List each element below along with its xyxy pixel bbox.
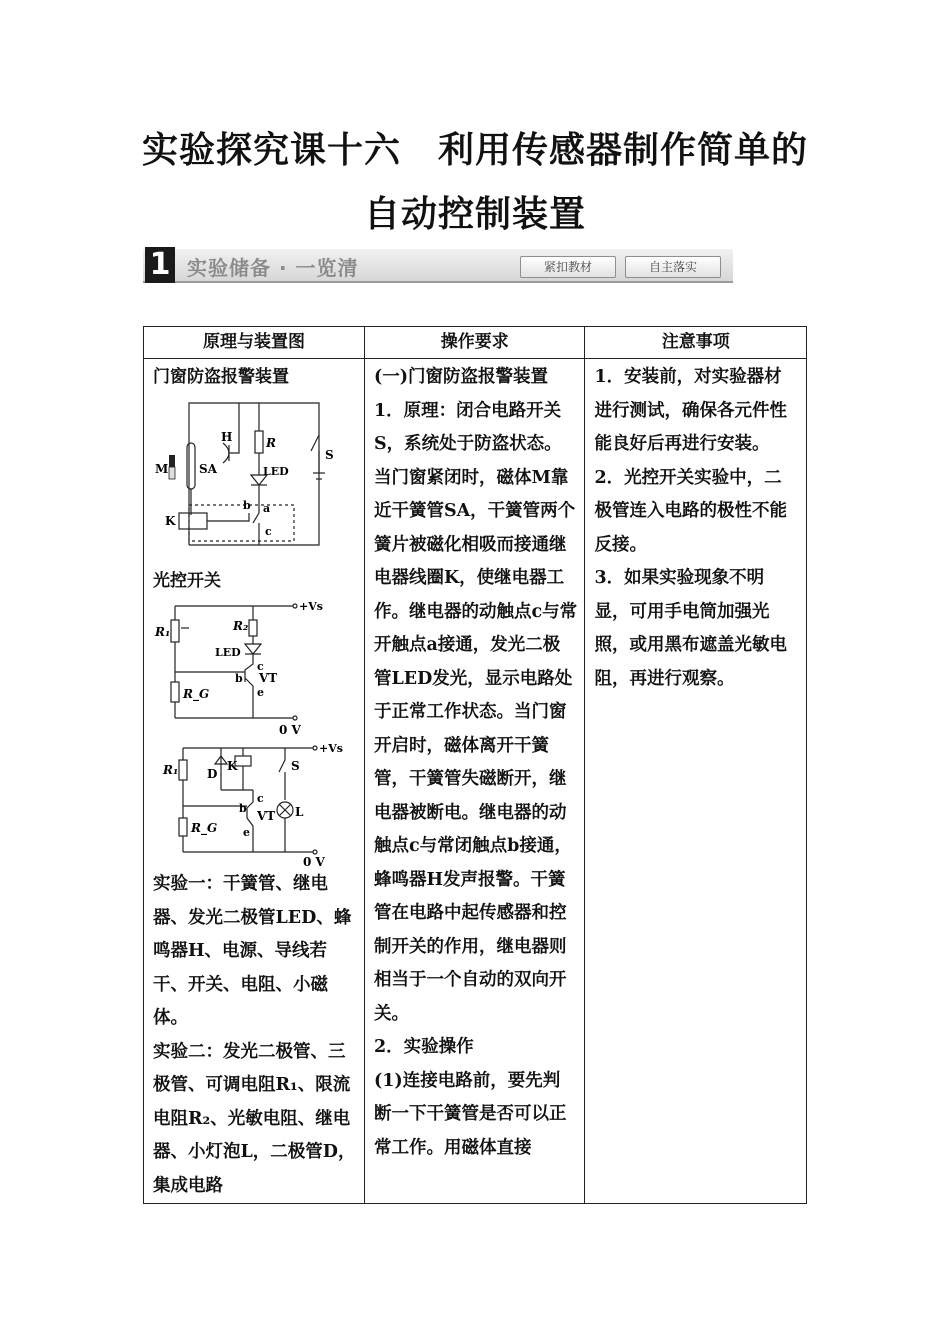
header-operation: 操作要求: [364, 327, 585, 359]
ls-label-b: b: [235, 672, 243, 685]
principle-cell: [144, 359, 365, 1204]
note-2: 2．光控开关实验中，二极管连入电路的极性不能反接。: [594, 467, 787, 555]
ls-label-vt: VT: [259, 671, 278, 685]
materials-exp1: 实验一：干簧管、继电器、发光二极管LED、蜂鸣器H、电源、导线若干、开关、电阻、小磁体。: [153, 874, 352, 1028]
notes-cell: [585, 359, 807, 1204]
rl-label-c: c: [257, 792, 264, 805]
textbook-button[interactable]: 紧扣教材: [520, 256, 616, 278]
ls-label-rg: R_G: [183, 687, 210, 701]
header-principle: 原理与装置图: [144, 327, 365, 359]
rl-label-d: D: [207, 767, 218, 781]
operation-steps-heading: 2．实验操作: [373, 1037, 474, 1057]
rl-label-0v: 0 V: [303, 855, 325, 868]
operation-step-1: (1)连接电路前，要先判断一下干簧管是否可以正常工作。用磁体直接: [373, 1070, 567, 1158]
rl-label-rg: R_G: [191, 821, 218, 835]
alarm-label-r: R: [266, 435, 276, 450]
rl-label-k: K: [227, 759, 238, 773]
alarm-label-s: S: [325, 447, 334, 462]
rl-label-s: S: [291, 759, 300, 773]
rl-label-vs: +Vs: [319, 742, 343, 755]
ls-label-0v: 0 V: [279, 723, 301, 737]
ls-label-e: e: [257, 686, 264, 699]
alarm-label-k: K: [165, 513, 176, 528]
relay-lamp-diagram: [153, 740, 343, 868]
alarm-label-h: H: [221, 429, 233, 444]
rl-label-l: L: [295, 805, 304, 819]
note-1: 1．安装前，对实验器材进行测试，确保各元件性能良好后再进行安装。: [594, 367, 787, 454]
ls-label-r1: R₁: [155, 625, 171, 639]
operation-cell: [364, 359, 585, 1204]
materials-exp2: 实验二：发光二极管、三极管、可调电阻R₁、限流电阻R₂、光敏电阻、继电器、小灯泡L，二极管D，集成电路: [153, 1041, 356, 1196]
alarm-label-led: LED: [263, 464, 289, 478]
alarm-label-sa: SA: [199, 461, 217, 476]
rl-label-r1: R₁: [163, 763, 179, 777]
ls-label-vs: +Vs: [299, 600, 323, 613]
experiment-table: [143, 326, 807, 1204]
rl-label-e: e: [243, 826, 250, 839]
rl-label-b: b: [239, 802, 247, 815]
ls-label-r2: R₂: [233, 619, 249, 633]
alarm-label-b: b: [243, 498, 251, 512]
light-switch-diagram: [153, 598, 343, 740]
operation-principle: 1．原理：闭合电路开关S，系统处于防盗状态。当门窗紧闭时，磁体M靠近干簧管SA，干簧管两个簧片被磁化相吸而接通继电器线圈K，使继电器工作。继电器的动触点c与常开触点a接通，发光二极管LED发光，显示电路处于正常工作状态。当门窗开启时，磁体离开干簧管，干簧管失磁断开，继电器被断电。继电器的动触点c与常闭触点b接通，蜂鸣器H发声报警。干簧管在电路中起传感器和控制开关的作用，继电器则相当于一个自动的双向开关。: [373, 400, 578, 1024]
operation-subheading: (一)门窗防盗报警装置: [373, 367, 549, 387]
light-switch-heading: 光控开关: [153, 570, 221, 591]
alarm-label-m: M: [155, 461, 169, 476]
alarm-label-c: c: [265, 524, 272, 538]
ls-label-led: LED: [215, 646, 241, 659]
section-banner: [143, 247, 733, 283]
rl-label-vt: VT: [257, 809, 276, 823]
alarm-label-a: a: [263, 501, 271, 515]
section-number: 1: [145, 247, 175, 283]
self-study-button[interactable]: 自主落实: [625, 256, 721, 278]
alarm-heading: 门窗防盗报警装置: [153, 367, 289, 387]
alarm-circuit-diagram: [149, 395, 339, 565]
page-title-line-2: 自动控制装置: [363, 194, 586, 235]
ls-label-c: c: [257, 660, 264, 673]
section-title: 实验储备 · 一览清: [187, 256, 359, 280]
header-notes: 注意事项: [585, 327, 807, 359]
note-3: 3．如果实验现象不明显，可用手电筒加强光照，或用黑布遮盖光敏电阻，再进行观察。: [594, 568, 787, 689]
page-title-line-1: 实验探究课十六 利用传感器制作简单的: [141, 130, 808, 171]
